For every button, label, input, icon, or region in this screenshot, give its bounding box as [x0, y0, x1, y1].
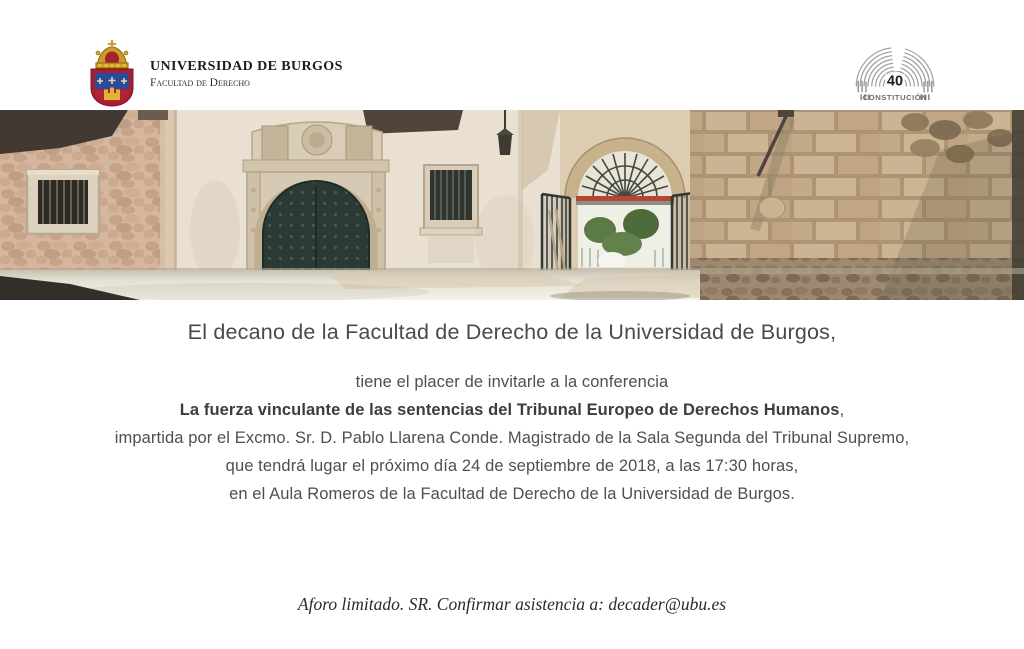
university-name: UNIVERSIDAD DE BURGOS	[150, 59, 343, 74]
invitation-intro: tiene el placer de invitarle a la conferencia	[355, 373, 669, 391]
conference-title-suffix: ,	[839, 401, 845, 419]
constitution-40-logo	[854, 42, 936, 102]
left-window	[27, 170, 99, 234]
facade-photo	[0, 110, 1024, 300]
invitation-datetime: que tendrá lugar el próximo día 24 de septiembre de 2018, a las 17:30 horas,	[225, 457, 799, 475]
anniversary-label: CONSTITUCIÓN	[862, 93, 928, 102]
conference-title-line	[0, 396, 1024, 424]
ubu-coat-of-arms-icon	[85, 38, 139, 108]
conference-title: La fuerza vinculante de las sentencias del Tribunal Europeo de Derechos Humanos	[179, 401, 840, 419]
invitation-speaker: impartida por el Excmo. Sr. D. Pablo Llarena Conde. Magistrado de la Sala Segunda del Tribunal Supremo,	[114, 429, 910, 447]
right-window	[420, 165, 482, 263]
faculty-name: Facultad de Derecho	[150, 77, 250, 89]
university-header	[85, 38, 343, 108]
rsvp-note: Aforo limitado. SR. Confirmar asistencia a: decader@ubu.es	[297, 594, 727, 614]
facade-photo-illustration	[0, 110, 1024, 300]
invitation-venue: en el Aula Romeros de la Facultad de Derecho de la Universidad de Burgos.	[229, 485, 795, 503]
invitation-heading: El decano de la Facultad de Derecho de la Universidad de Burgos,	[187, 320, 837, 344]
university-titles	[150, 38, 343, 90]
invitation-body	[0, 368, 1024, 508]
anniversary-number: 40	[886, 73, 904, 90]
